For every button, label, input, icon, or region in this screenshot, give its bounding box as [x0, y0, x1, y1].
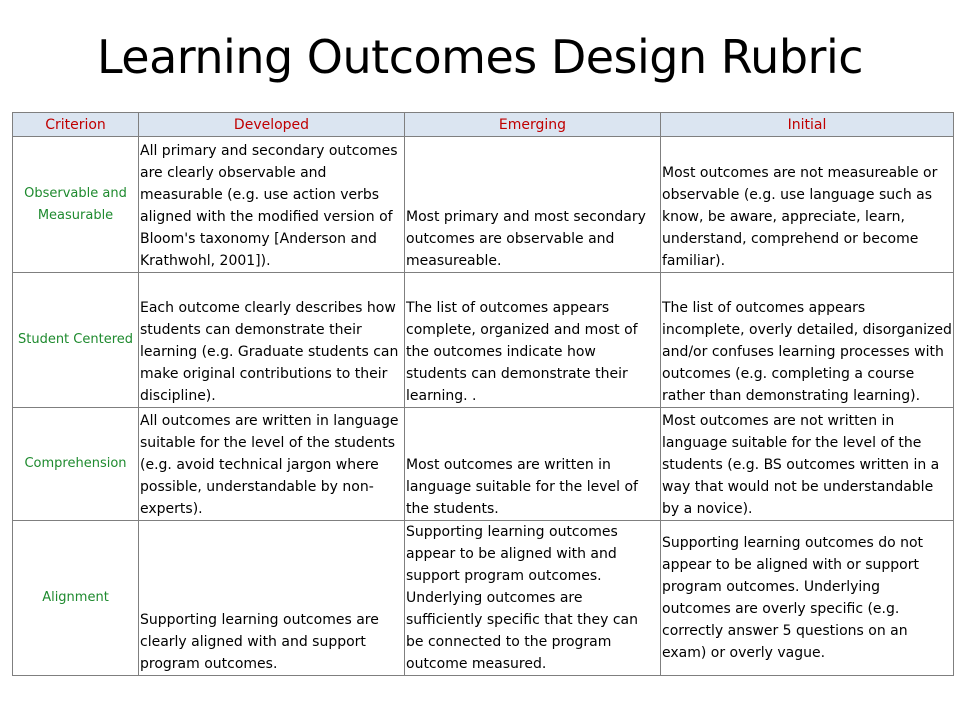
initial-cell: Supporting learning outcomes do not appear to be aligned with or support program outcomes. Underlying outcomes are overly specific (e.g. correctly answer 5 questions on an exam) or overly vague.: [661, 521, 954, 676]
table-row-observable-measurable: [13, 137, 954, 273]
header-criterion: Criterion: [13, 113, 139, 137]
header-initial: Initial: [661, 113, 954, 137]
emerging-cell: Supporting learning outcomes appear to be aligned with and support program outcomes. Underlying outcomes are sufficiently specific that they can be connected to the program outcome measured.: [405, 521, 661, 676]
initial-cell: Most outcomes are not measureable or observable (e.g. use language such as know, be aware, appreciate, learn, understand, comprehend or become familiar).: [661, 137, 954, 273]
header-row: [13, 113, 954, 137]
initial-cell: The list of outcomes appears incomplete, overly detailed, disorganized and/or confuses learning processes with outcomes (e.g. completing a course rather than demonstrating learning).: [661, 273, 954, 408]
criterion-cell: Student Centered: [13, 273, 139, 408]
header-emerging: Emerging: [405, 113, 661, 137]
page-title: Learning Outcomes Design Rubric: [96, 30, 864, 84]
developed-cell: All primary and secondary outcomes are clearly observable and measurable (e.g. use action verbs aligned with the modified version of Bloom's taxonomy [Anderson and Krathwohl, 2001]).: [139, 137, 405, 273]
table-row-comprehension: [13, 408, 954, 521]
emerging-cell: Most outcomes are written in language suitable for the level of the students.: [405, 408, 661, 521]
header-developed: Developed: [139, 113, 405, 137]
rubric-table: [12, 112, 954, 676]
emerging-cell: Most primary and most secondary outcomes are observable and measureable.: [405, 137, 661, 273]
initial-cell: Most outcomes are not written in language suitable for the level of the students (e.g. BS outcomes written in a way that would not be understandable by a novice).: [661, 408, 954, 521]
developed-cell: Supporting learning outcomes are clearly aligned with and support program outcomes.: [139, 521, 405, 676]
developed-cell: All outcomes are written in language suitable for the level of the students (e.g. avoid technical jargon where possible, understandable by non-experts).: [139, 408, 405, 521]
criterion-cell: Comprehension: [13, 408, 139, 521]
table-row-student-centered: [13, 273, 954, 408]
criterion-cell: Observable and Measurable: [13, 137, 139, 273]
developed-cell: Each outcome clearly describes how students can demonstrate their learning (e.g. Graduate students can make original contributions to their discipline).: [139, 273, 405, 408]
table-row-alignment: [13, 521, 954, 676]
emerging-cell: The list of outcomes appears complete, organized and most of the outcomes indicate how students can demonstrate their learning. .: [405, 273, 661, 408]
criterion-cell: Alignment: [13, 521, 139, 676]
